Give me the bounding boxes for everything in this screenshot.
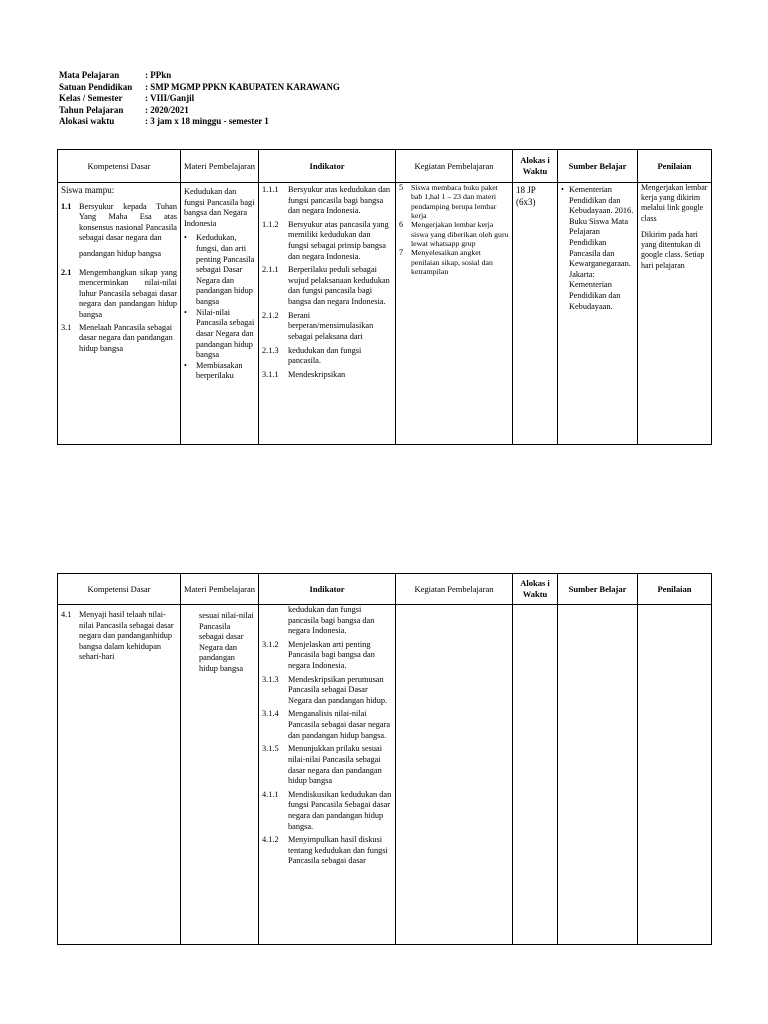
meta-value: : PPkn (145, 70, 172, 80)
indikator-item (262, 220, 392, 262)
indikator-item (262, 640, 392, 672)
kd-text: Mengembangkan sikap yang mencerminkan nilai-nilai luhur Pancasila sebagai dasar negara dan pandangan hidup bangsa (79, 267, 177, 319)
header-kd: Kompetensi Dasar (58, 150, 181, 183)
table-row (58, 605, 712, 945)
cell-sumber (558, 605, 638, 945)
kegiatan-text: Mengerjakan lembar kerja siswa yang diberikan oleh guru lewat whatsapp grup (411, 220, 509, 249)
indikator-item (262, 185, 392, 217)
meta-key: Satuan Pendidikan (59, 81, 133, 92)
indikator-text: Berperilaku peduli sebagai wujud pelaksanaan kedudukan dan fungsi pancasila bagi bangsa dan negara Indonesia. (288, 265, 390, 307)
indikator-item (262, 311, 392, 343)
materi-list (184, 233, 255, 382)
alokasi-value: 18 JP (6x3) (516, 185, 536, 207)
header-kd: Kompetensi Dasar (58, 574, 181, 605)
indikator-text: Menunjukkan prilaku sesuai nilai-nilai Pancasila sebagai dasar negara dan pandangan hidup bangsa (288, 744, 383, 786)
indikator-number: 3.1.3 (262, 674, 279, 684)
meta-value: : 3 jam x 18 minggu - semester 1 (145, 116, 269, 126)
penilaian-text: Mengerjakan lembar kerja yang dikirim melalui link google class (641, 183, 708, 223)
list-item (184, 308, 255, 361)
indikator-text: Menjelaskan arti penting Pancasila bagi bangsa dan negara Indonesia. (288, 639, 375, 671)
kd-item (61, 249, 177, 260)
cell-kd (58, 605, 181, 945)
indikator-item (262, 744, 392, 786)
bullet-icon: • (561, 185, 564, 194)
cell-indikator (259, 183, 396, 445)
header-sumber: Sumber Belajar (558, 574, 638, 605)
indikator-text: kedudukan dan fungsi pancasila. (288, 345, 362, 366)
kegiatan-number: 7 (399, 248, 404, 258)
kd-item (61, 323, 177, 355)
kd-number (61, 249, 79, 260)
list-item (184, 233, 255, 307)
indikator-item (262, 265, 392, 307)
kd-number: 4.1 (61, 610, 72, 619)
cell-materi (181, 605, 259, 945)
kegiatan-text: Siswa membaca buku paket bab 1,hal 1 – 23 dan materi pendamping berupa lembar kerja (411, 183, 498, 221)
header-kegiatan: Kegiatan Pembelajaran (396, 150, 513, 183)
header-penilaian: Penilaian (638, 574, 712, 605)
indikator-number: 1.1.1 (262, 185, 279, 194)
cell-indikator (259, 605, 396, 945)
meta-row-alokasi (59, 116, 340, 128)
indikator-text: Mendiskusikan kedudukan dan fungsi Pancasila Sebagai dasar negara dan pandangan hidup bangsa. (288, 789, 392, 831)
header-alokasi: Alokas i Waktu (513, 150, 558, 183)
kegiatan-item (399, 183, 509, 220)
kd-text: Menelaah Pancasila sebagai dasar negara dan pandangan hidup bangsa (79, 322, 173, 353)
indikator-item (262, 675, 392, 707)
kd-number: 2.1 (61, 267, 72, 277)
syllabus-table-2 (57, 573, 712, 945)
indikator-continuation: kedudukan dan fungsi pancasila bagi bangsa dan negara Indonesia. (288, 605, 375, 636)
meta-key: Alokasi waktu (59, 116, 115, 126)
kegiatan-item (399, 248, 509, 276)
meta-row-tahun (59, 105, 340, 117)
meta-key: Tahun Pelajaran (59, 104, 124, 115)
cell-materi (181, 183, 259, 445)
cell-kd (58, 183, 181, 445)
kd-item (61, 268, 177, 321)
cell-kegiatan (396, 605, 513, 945)
kd-text: Bersyukur kepada Tuhan Yang Maha Esa atas konsensus nasional Pancasila sebagai dasar negara dan (79, 201, 177, 243)
list-item (184, 361, 255, 382)
header-materi: Materi Pembelajaran (181, 574, 259, 605)
indikator-text: Mendeskripsikan (288, 369, 346, 379)
indikator-text: Berani berperan/mensimulasikan sebagai pelaksana dari (288, 310, 374, 341)
header-sumber: Sumber Belajar (558, 150, 638, 183)
indikator-text: Menganalisis nilai-nilai Pancasila sebagai dasar negara dan pandangan hidup bangsa. (288, 709, 391, 740)
indikator-text: Menyimpulkan hasil diskusi tentang kedudukan dan fungsi Pancasila sebagai dasar (288, 835, 388, 866)
materi-item-text: Kedudukan, fungsi, dan arti penting Pancasila sebagai Dasar Negara dan pandangan hidup bangsa (196, 233, 255, 307)
kd-number: 1.1 (61, 201, 72, 211)
indikator-number: 1.1.2 (262, 219, 279, 229)
bullet-icon: • (184, 233, 187, 243)
indikator-item (262, 709, 392, 741)
meta-row-satuan (59, 82, 340, 94)
syllabus-table-1 (57, 149, 712, 445)
materi-intro: Kedudukan dan fungsi Pancasila bagi bangsa dan Negara Indonesia (184, 187, 255, 228)
indikator-number: 3.1.2 (262, 639, 279, 649)
indikator-text: Bersyukur atas pancasila yang memiliki kedudukan dan fungsi sebagai prinsip bangsa dan negara Indonesia. (288, 219, 389, 261)
bullet-icon: • (184, 360, 187, 370)
kd-item (61, 610, 177, 663)
indikator-text: Mendeskripsikan perumusan Pancasila sebagai Dasar Negara dan pandangan hidup. (288, 674, 388, 705)
indikator-number: 2.1.2 (262, 310, 279, 320)
cell-penilaian (638, 605, 712, 945)
sumber-item (561, 185, 634, 312)
cell-sumber (558, 183, 638, 445)
indikator-item (262, 790, 392, 832)
indikator-number: 4.1.2 (262, 835, 279, 845)
meta-key: Kelas / Semester (59, 93, 123, 103)
indikator-number: 3.1.1 (262, 369, 279, 379)
kd-number: 3.1 (61, 322, 72, 332)
meta-value: : 2020/2021 (145, 104, 189, 115)
kegiatan-text: Menyelesaikan angket penilaian sikap, sosial dan ketrampilan (411, 248, 493, 277)
header-kegiatan: Kegiatan Pembelajaran (396, 574, 513, 605)
kd-item (61, 202, 177, 244)
indikator-number: 2.1.1 (262, 265, 279, 275)
cell-alokasi (513, 605, 558, 945)
table-header-row (58, 150, 712, 183)
penilaian-text: Dikirim pada hari yang ditentukan di google class. Setiap hari pelajaran (641, 229, 705, 270)
cell-alokasi (513, 183, 558, 445)
header-alokasi: Alokas i Waktu (513, 574, 558, 605)
header-indikator: Indikator (259, 150, 396, 183)
cell-penilaian (638, 183, 712, 445)
indikator-item (262, 346, 392, 367)
cell-kegiatan (396, 183, 513, 445)
indikator-number: 3.1.4 (262, 709, 279, 719)
header-indikator: Indikator (259, 574, 396, 605)
table-header-row (58, 574, 712, 605)
meta-row-mapel (59, 70, 340, 82)
indikator-text: Bersyukur atas kedudukan dan fungsi pancasila bagi bangsa dan negara Indonesia. (288, 185, 391, 216)
materi-item-text: Membiasakan berperilaku (196, 360, 243, 381)
meta-row-kelas (59, 93, 340, 105)
header-penilaian: Penilaian (638, 150, 712, 183)
kegiatan-number: 6 (399, 220, 404, 230)
header-materi: Materi Pembelajaran (181, 150, 259, 183)
kd-text: Menyaji hasil telaah nilai-nilai Pancasila sebagai dasar negara dan pandanganhidup bangsa dalam kehidupan sehari-hari (79, 610, 174, 662)
bullet-icon: • (184, 307, 187, 317)
table-row (58, 183, 712, 445)
kd-text: pandangan hidup bangsa (79, 248, 162, 258)
indikator-item (262, 370, 392, 381)
sumber-text: Kementerian Pendidikan dan Kebudayaan. 2016. Buku Siswa Mata Pelajaran Pendidikan Pancasila dan Kewarganegaraan. Jakarta: Kementerian Pendidikan dan Kebudayaan. (569, 185, 634, 311)
kegiatan-item (399, 220, 509, 248)
kegiatan-number: 5 (399, 183, 404, 192)
indikator-item (262, 835, 392, 867)
meta-value: : SMP MGMP PPKN KABUPATEN KARAWANG (145, 81, 340, 92)
meta-key: Mata Pelajaran (59, 70, 120, 80)
indikator-number: 2.1.3 (262, 345, 279, 355)
materi-item-text: Nilai-nilai Pancasila sebagai dasar Negara dan pandangan hidup bangsa (196, 307, 255, 360)
materi-text: sesuai nilai-nilai Pancasila sebagai dasar Negara dan pandangan hidup bangsa (199, 611, 254, 674)
meta-value: : VIII/Ganjil (145, 93, 195, 103)
indikator-number: 3.1.5 (262, 744, 279, 754)
kd-intro: Siswa mampu: (61, 185, 115, 195)
document-meta (59, 70, 340, 128)
indikator-number: 4.1.1 (262, 789, 279, 799)
